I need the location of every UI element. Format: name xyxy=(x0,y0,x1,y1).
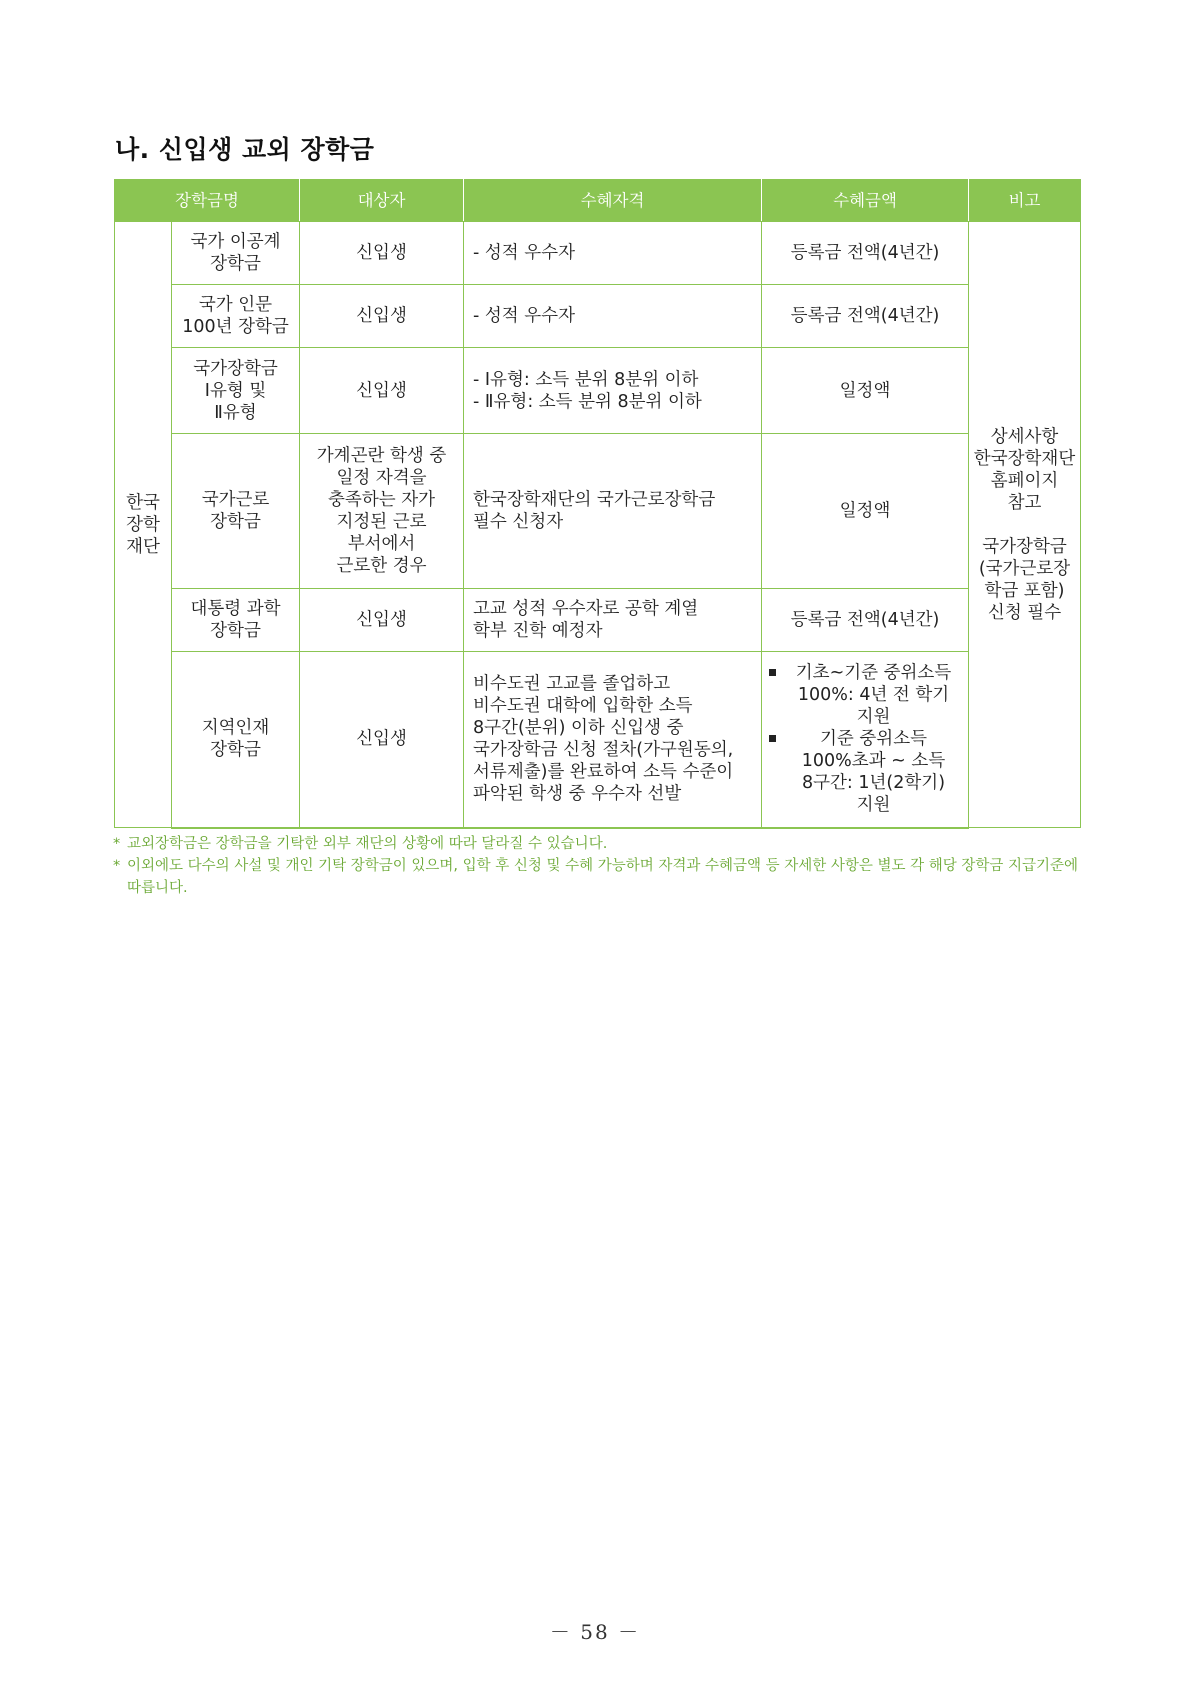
scholarship-name-line: 장학금 xyxy=(210,254,261,274)
scholarship-name-line: 장학금 xyxy=(210,740,261,761)
remarks-line: 참고 xyxy=(1007,492,1042,513)
header-target: 대상자 xyxy=(300,180,464,222)
eligibility-line: 고교 성적 우수자로 공학 계열 xyxy=(473,599,699,619)
target-line: 신입생 xyxy=(356,306,407,326)
page-title: 나. 신입생 교외 장학금 xyxy=(115,135,375,164)
remarks-line: 한국장학재단 xyxy=(973,448,1076,469)
eligibility-line: - Ⅱ유형: 소득 분위 8분위 이하 xyxy=(473,391,702,412)
scholarship-table xyxy=(114,179,1081,829)
amount-line: 등록금 전액(4년간) xyxy=(790,243,940,263)
amount-bullet-line: 100%: 4년 전 학기 xyxy=(797,685,950,706)
remarks-line: (국가근로장 xyxy=(978,558,1071,579)
amount-cell xyxy=(762,652,969,828)
eligibility-line: 한국장학재단의 국가근로장학금 xyxy=(473,490,716,510)
amount-line: 일정액 xyxy=(839,380,891,401)
scholarship-name-line: Ⅱ유형 xyxy=(214,402,257,423)
amount-line: 등록금 전액(4년간) xyxy=(790,306,940,326)
remarks-line: 학금 포함) xyxy=(984,580,1065,601)
remarks-line: 홈페이지 xyxy=(990,470,1059,491)
target-line: 신입생 xyxy=(356,610,407,630)
eligibility-line: 비수도권 고교를 졸업하고 xyxy=(473,674,671,695)
amount-cell xyxy=(762,434,969,589)
footnote xyxy=(113,855,1088,899)
eligibility-line: - Ⅰ유형: 소득 분위 8분위 이하 xyxy=(473,369,699,390)
target-line: 신입생 xyxy=(356,380,407,401)
scholarship-name-line: 장학금 xyxy=(210,621,261,641)
eligibility-line: 8구간(분위) 이하 신입생 중 xyxy=(473,718,684,739)
target-cell xyxy=(300,589,464,652)
footnote-text: 이외에도 다수의 사설 및 개인 기탁 장학금이 있으며, 입학 후 신청 및 수혜 가능하며 자격과 수혜금액 등 자세한 사항은 별도 각 해당 장학금 지급기준에 따릅니다. xyxy=(127,858,1079,896)
target-line: 일정 자격을 xyxy=(336,468,427,488)
amount-bullet-line: 지원 xyxy=(856,707,891,728)
remarks-line: 신청 필수 xyxy=(987,602,1062,623)
target-cell xyxy=(300,222,464,285)
eligibility-line: 학부 진학 예정자 xyxy=(473,621,603,641)
eligibility-line: 국가장학금 신청 절차(가구원동의, xyxy=(473,740,734,761)
footnote-text: 교외장학금은 장학금을 기탁한 외부 재단의 상황에 따라 달라질 수 있습니다. xyxy=(127,836,608,852)
target-line: 지정된 근로 xyxy=(336,512,427,532)
table-row xyxy=(115,589,1081,652)
header-scholarship-name: 장학금명 xyxy=(115,180,300,222)
amount-bullet-item xyxy=(766,728,964,816)
amount-cell xyxy=(762,589,969,652)
footnote-marker: * xyxy=(113,836,121,852)
header-amount: 수혜금액 xyxy=(762,180,969,222)
page-number: － 58 － xyxy=(549,1620,641,1644)
eligibility-line: 서류제출)를 완료하여 소득 수준이 xyxy=(473,762,734,783)
target-line: 신입생 xyxy=(356,729,407,750)
scholarship-name-line: 국가 인문 xyxy=(198,295,273,315)
scholarship-name-cell xyxy=(172,285,300,348)
target-cell xyxy=(300,434,464,589)
scholarship-name-line: 국가근로 xyxy=(201,490,270,510)
scholarship-name-cell xyxy=(172,589,300,652)
amount-bullet-line: 기준 중위소득 xyxy=(820,729,928,750)
group-label-line: 재단 xyxy=(126,536,160,557)
scholarship-name-cell xyxy=(172,348,300,434)
target-line: 근로한 경우 xyxy=(336,556,427,576)
remarks-line: 국가장학금 xyxy=(982,536,1067,557)
amount-line: 일정액 xyxy=(839,501,891,521)
target-cell xyxy=(300,348,464,434)
remarks-line: 상세사항 xyxy=(990,426,1059,447)
footnotes xyxy=(113,833,1088,899)
table-row xyxy=(115,652,1081,828)
table-row xyxy=(115,285,1081,348)
amount-cell xyxy=(762,348,969,434)
scholarship-name-line: 장학금 xyxy=(210,512,261,532)
table-row xyxy=(115,222,1081,285)
eligibility-cell xyxy=(464,285,762,348)
target-line: 부서에서 xyxy=(347,534,416,554)
group-label-cell xyxy=(115,222,172,828)
footnote-marker: * xyxy=(113,858,121,874)
eligibility-line: - 성적 우수자 xyxy=(473,306,575,326)
eligibility-cell xyxy=(464,652,762,828)
scholarship-name-line: Ⅰ유형 및 xyxy=(204,380,267,401)
table-row xyxy=(115,348,1081,434)
group-label-line: 장학 xyxy=(126,514,160,535)
scholarship-name-line: 국가장학금 xyxy=(193,358,278,379)
table-row xyxy=(115,434,1081,589)
scholarship-name-cell xyxy=(172,652,300,828)
amount-bullet-item xyxy=(766,662,964,728)
amount-bullet-line: 100%초과 ~ 소득 xyxy=(801,751,946,772)
eligibility-line: 필수 신청자 xyxy=(473,512,564,532)
eligibility-cell xyxy=(464,222,762,285)
target-cell xyxy=(300,285,464,348)
amount-bullet-line: 8구간: 1년(2학기) xyxy=(801,773,946,794)
header-eligibility: 수혜자격 xyxy=(464,180,762,222)
target-cell xyxy=(300,652,464,828)
scholarship-name-line: 대통령 과학 xyxy=(190,599,281,619)
eligibility-cell xyxy=(464,434,762,589)
scholarship-name-line: 국가 이공계 xyxy=(190,232,281,252)
eligibility-cell xyxy=(464,589,762,652)
target-line: 가계곤란 학생 중 xyxy=(316,446,447,466)
footnote xyxy=(113,833,1088,855)
scholarship-name-cell xyxy=(172,434,300,589)
eligibility-line: - 성적 우수자 xyxy=(473,243,575,263)
target-line: 충족하는 자가 xyxy=(328,490,436,510)
amount-cell xyxy=(762,285,969,348)
eligibility-cell xyxy=(464,348,762,434)
amount-line: 등록금 전액(4년간) xyxy=(790,610,940,630)
target-line: 신입생 xyxy=(356,243,407,263)
scholarship-name-line: 지역인재 xyxy=(201,718,270,739)
amount-bullet-line: 지원 xyxy=(856,795,891,816)
group-label-line: 한국 xyxy=(126,492,160,513)
table-header-row xyxy=(115,180,1081,222)
eligibility-line: 비수도권 대학에 입학한 소득 xyxy=(473,696,693,717)
scholarship-name-line: 100년 장학금 xyxy=(182,317,289,337)
remarks-line xyxy=(973,514,1076,536)
amount-bullet-line: 기초~기준 중위소득 xyxy=(795,663,952,684)
eligibility-line: 파악된 학생 중 우수자 선발 xyxy=(473,784,682,805)
remarks-cell xyxy=(969,222,1081,828)
header-remarks: 비고 xyxy=(969,180,1081,222)
scholarship-name-cell xyxy=(172,222,300,285)
amount-cell xyxy=(762,222,969,285)
